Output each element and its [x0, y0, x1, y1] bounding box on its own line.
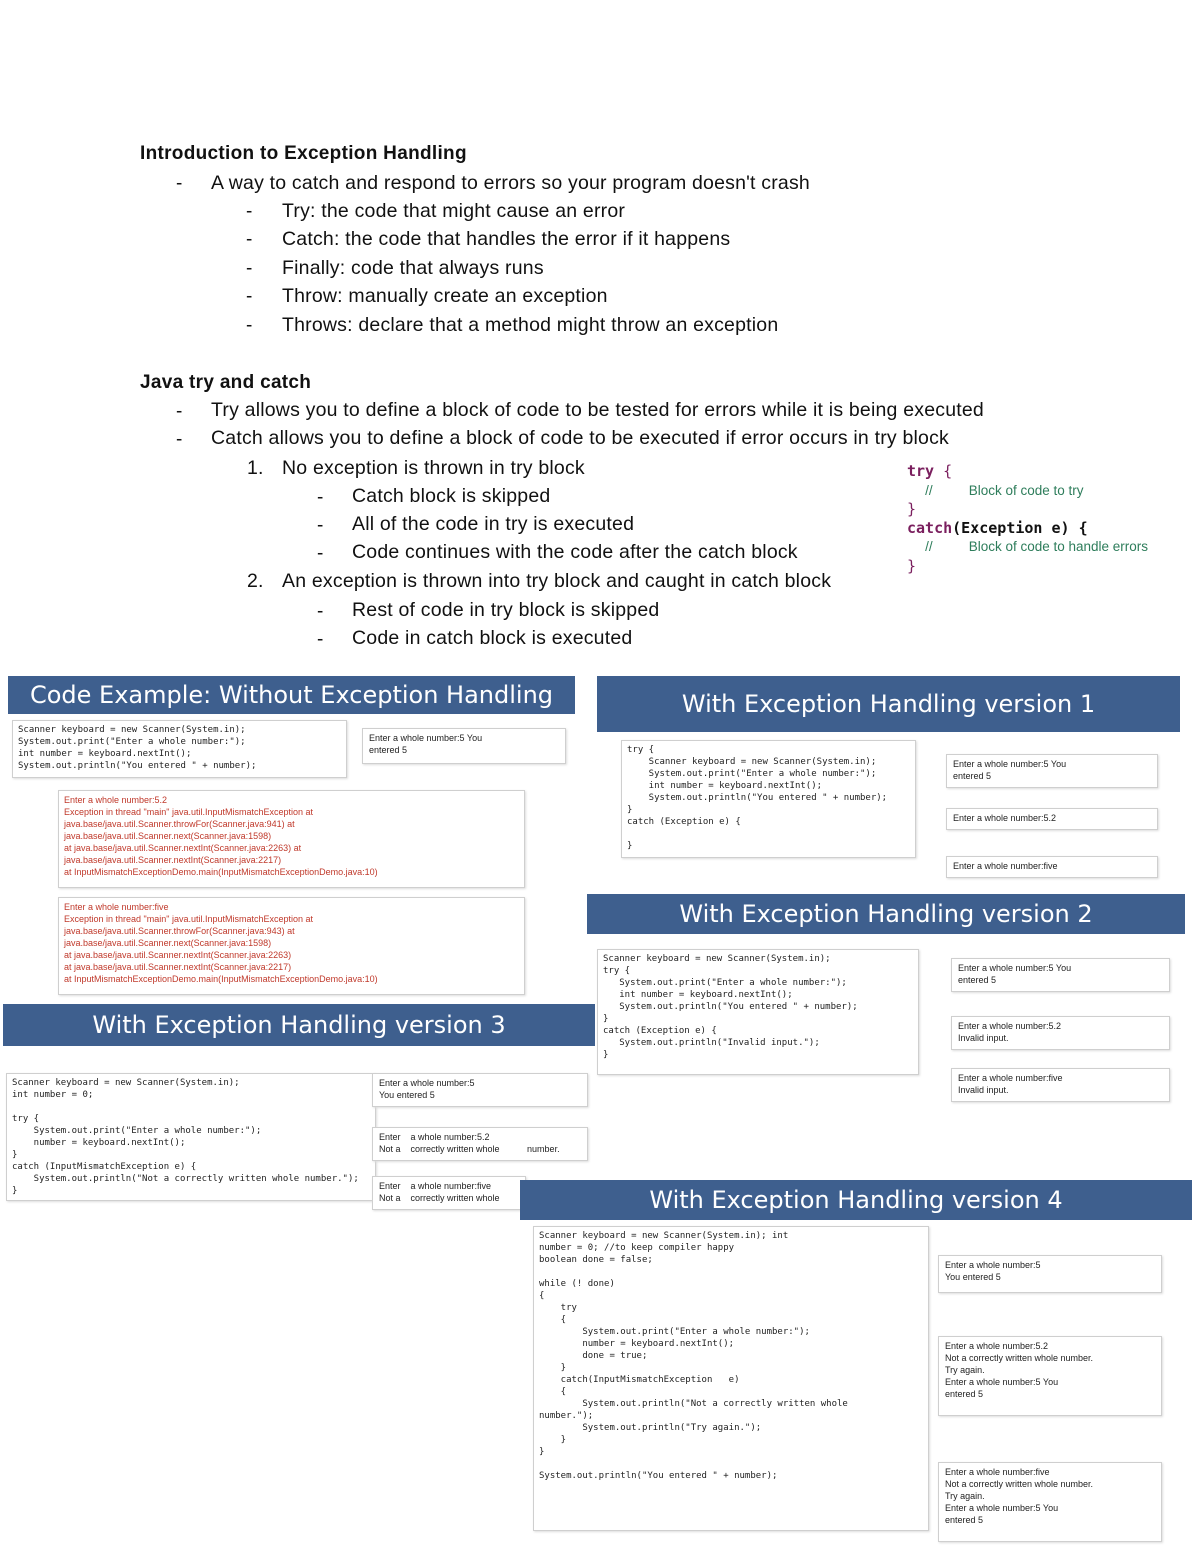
slide-title-v3: With Exception Handling version 3: [3, 1004, 595, 1046]
numbered-sub-item: Code in catch block is executed: [352, 627, 633, 649]
numbered-sub-item: Rest of code in try block is skipped: [352, 599, 660, 621]
bullet-marker: -: [246, 229, 253, 250]
output-v2-b: Enter a whole number:5.2 Invalid input.: [951, 1016, 1170, 1050]
output-v4-a: Enter a whole number:5 You entered 5: [938, 1255, 1162, 1293]
bullet-marker: -: [246, 201, 253, 222]
numbered-item: An exception is thrown into try block and caught in catch block: [282, 570, 832, 592]
slide-title-v1: With Exception Handling version 1: [597, 676, 1180, 732]
bullet-marker: -: [246, 315, 253, 336]
intro-sub-item: Catch: the code that handles the error if it happens: [282, 228, 731, 250]
slide-title-v2: With Exception Handling version 2: [587, 894, 1185, 934]
code-v1: try { Scanner keyboard = new Scanner(System.in); System.out.print("Enter a whole number:"); int number = keyboard.nextInt(); System.out.println("You entered " + number); } catch (Exception e) { }: [621, 740, 916, 858]
try-catch-bullet: Try allows you to define a block of code to be tested for errors while it is being executed: [211, 399, 984, 421]
bullet-marker: -: [246, 258, 253, 279]
output-v1-a: Enter a whole number:5 You entered 5: [946, 754, 1158, 788]
intro-bullet: A way to catch and respond to errors so your program doesn't crash: [211, 172, 810, 194]
output-v1-b: Enter a whole number:5.2: [946, 808, 1158, 830]
numbered-sub-item: All of the code in try is executed: [352, 513, 635, 535]
bullet-marker: -: [317, 487, 324, 508]
numbered-sub-item: Code continues with the code after the catch block: [352, 541, 798, 563]
bullet-marker: -: [317, 629, 324, 650]
output-v1-c: Enter a whole number:five: [946, 856, 1158, 878]
error-trace-2: Enter a whole number:five Exception in thread "main" java.util.InputMismatchException at java.base/java.util.Scanner.throwFor(Scanner.java:943) at java.base/java.util.Scanner.next(Scanner.java:1598) at java.base/java.util.Scanner.nextInt(Scanner.java:2263) at java.base/java.util.Scanner.nextInt(Scanner.java:2217) at InputMismatchExceptionDemo.main(InputMismatchExceptionDemo.java:10): [58, 897, 525, 995]
output-v4-c: Enter a whole number:five Not a correctly written whole number. Try again. Enter a whole number:5 You entered 5: [938, 1462, 1162, 1542]
output-v4-b: Enter a whole number:5.2 Not a correctly written whole number. Try again. Enter a whole number:5 You entered 5: [938, 1336, 1162, 1416]
slide-title-v4: With Exception Handling version 4: [520, 1180, 1192, 1220]
code-without: Scanner keyboard = new Scanner(System.in); System.out.print("Enter a whole number:"); int number = keyboard.nextInt(); System.out.println("You entered " + number);: [12, 720, 347, 778]
code-v2: Scanner keyboard = new Scanner(System.in); try { System.out.print("Enter a whole number:"); int number = keyboard.nextInt(); System.out.println("You entered " + number); } catch (Exception e) { System.out.println("Invalid input."); }: [597, 949, 919, 1075]
bullet-marker: -: [246, 286, 253, 307]
output-v3-c: Enter a whole number:five Not a correctly written whole: [372, 1176, 526, 1210]
bullet-marker: -: [317, 543, 324, 564]
output-v3-a: Enter a whole number:5 You entered 5: [372, 1073, 588, 1107]
numbered-sub-item: Catch block is skipped: [352, 485, 551, 507]
code-v4: Scanner keyboard = new Scanner(System.in); int number = 0; //to keep compiler happy boolean done = false; while (! done) { try { System.out.print("Enter a whole number:"); number = keyboard.nextInt(); done = true; } catch(InputMismatchException e) { System.out.println("Not a correctly written whole number."); System.out.println("Try again."); } } System.out.println("You entered " + number);: [533, 1226, 929, 1531]
output-v2-c: Enter a whole number:five Invalid input.: [951, 1068, 1170, 1102]
list-number: 1.: [247, 457, 264, 479]
intro-sub-item: Throws: declare that a method might throw an exception: [282, 314, 779, 336]
output-without: Enter a whole number:5 You entered 5: [362, 728, 566, 764]
bullet-marker: -: [176, 173, 183, 194]
slide-title-without: Code Example: Without Exception Handling: [8, 676, 575, 714]
output-v3-b: Enter a whole number:5.2 Not a correctly written whole number.: [372, 1127, 588, 1161]
list-number: 2.: [247, 570, 264, 592]
numbered-item: No exception is thrown in try block: [282, 457, 585, 479]
intro-sub-item: Finally: code that always runs: [282, 257, 544, 279]
code-v3: Scanner keyboard = new Scanner(System.in); int number = 0; try { System.out.print("Enter a whole number:"); number = keyboard.nextInt(); } catch (InputMismatchException e) { System.out.println("Not a correctly written whole number."); }: [6, 1073, 376, 1201]
try-catch-bullet: Catch allows you to define a block of code to be executed if error occurs in try block: [211, 427, 949, 449]
bullet-marker: -: [176, 429, 183, 450]
intro-sub-item: Throw: manually create an exception: [282, 285, 608, 307]
bullet-marker: -: [176, 401, 183, 422]
bullet-marker: -: [317, 601, 324, 622]
bullet-marker: -: [317, 515, 324, 536]
output-v2-a: Enter a whole number:5 You entered 5: [951, 958, 1170, 992]
intro-sub-item: Try: the code that might cause an error: [282, 200, 626, 222]
try-catch-syntax: try { // Block of code to try } catch(Exception e) { // Block of code to handle errors }: [907, 462, 1149, 575]
error-trace-1: Enter a whole number:5.2 Exception in thread "main" java.util.InputMismatchException at java.base/java.util.Scanner.throwFor(Scanner.java:941) at java.base/java.util.Scanner.next(Scanner.java:1598) at java.base/java.util.Scanner.nextInt(Scanner.java:2263) at java.base/java.util.Scanner.nextInt(Scanner.java:2217) at InputMismatchExceptionDemo.main(InputMismatchExceptionDemo.java:10): [58, 790, 525, 888]
heading-try-catch: Java try and catch: [140, 372, 312, 393]
heading-intro: Introduction to Exception Handling: [140, 143, 467, 164]
